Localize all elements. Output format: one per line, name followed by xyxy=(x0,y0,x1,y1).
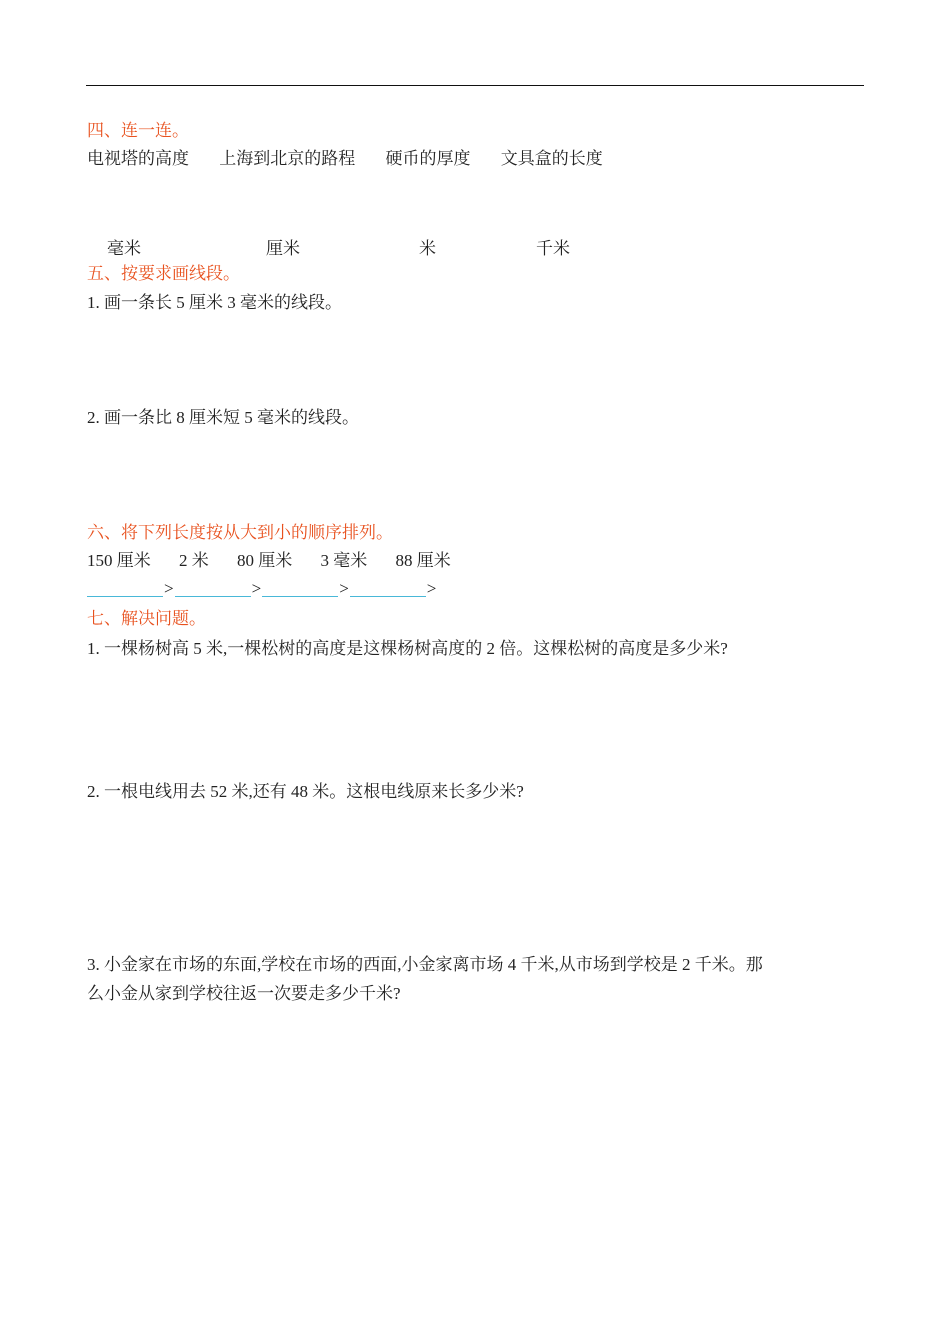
match-unit: 厘米 xyxy=(266,239,300,258)
match-item: 上海到北京的路程 xyxy=(219,149,356,168)
question-7-1: 1. 一棵杨树高 5 米,一棵松树的高度是这棵杨树高度的 2 倍。这棵松树的高度是多少米? xyxy=(87,639,728,658)
greater-than-symbol: > xyxy=(426,579,437,598)
length-value: 2 米 xyxy=(179,551,209,570)
answer-blank[interactable] xyxy=(350,578,426,597)
length-value: 88 厘米 xyxy=(395,551,451,570)
match-item: 文具盒的长度 xyxy=(500,149,603,168)
greater-than-symbol: > xyxy=(164,579,174,598)
match-unit: 毫米 xyxy=(107,239,141,258)
length-value: 3 毫米 xyxy=(320,551,368,570)
section5-heading: 五、按要求画线段。 xyxy=(87,264,240,283)
length-value: 150 厘米 xyxy=(87,551,151,570)
greater-than-symbol: > xyxy=(251,579,262,598)
answer-blank[interactable] xyxy=(262,578,338,597)
question-7-2: 2. 一根电线用去 52 米,还有 48 米。这根电线原来长多少米? xyxy=(87,782,524,801)
section4-heading: 四、连一连。 xyxy=(87,121,189,140)
question-7-3-line1: 3. 小金家在市场的东面,学校在市场的西面,小金家离市场 4 千米,从市场到学校是 2 千米。那 xyxy=(87,955,763,974)
header-rule xyxy=(86,85,864,86)
match-item: 硬币的厚度 xyxy=(385,149,471,168)
greater-than-symbol: > xyxy=(339,579,349,598)
lengths-row xyxy=(87,550,451,572)
answer-blank[interactable] xyxy=(175,578,251,597)
section7-heading: 七、解决问题。 xyxy=(87,609,206,628)
ordering-blanks xyxy=(87,578,437,600)
section6-heading: 六、将下列长度按从大到小的顺序排列。 xyxy=(87,523,393,542)
match-unit: 千米 xyxy=(536,239,570,258)
length-value: 80 厘米 xyxy=(237,551,293,570)
match-unit: 米 xyxy=(419,239,436,258)
question-5-1: 1. 画一条长 5 厘米 3 毫米的线段。 xyxy=(87,293,342,312)
question-7-3-line2: 么小金从家到学校往返一次要走多少千米? xyxy=(87,984,401,1003)
answer-blank[interactable] xyxy=(87,578,163,597)
match-item: 电视塔的高度 xyxy=(87,149,189,168)
match-items-row xyxy=(87,148,603,170)
question-5-2: 2. 画一条比 8 厘米短 5 毫米的线段。 xyxy=(87,408,359,427)
